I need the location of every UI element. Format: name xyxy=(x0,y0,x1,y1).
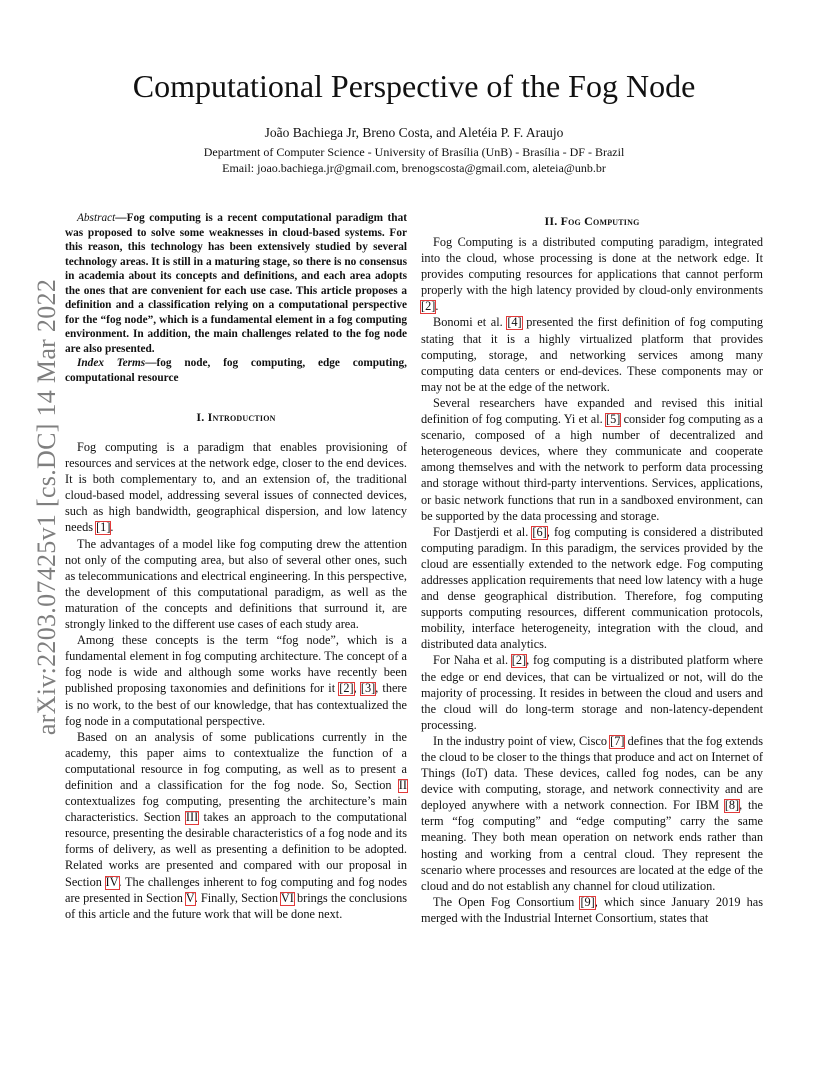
section-heading-introduction: I. Introduction xyxy=(196,410,276,424)
fog-paragraph-5: For Naha et al. [2], fog computing is a distributed platform where the edge or end devices, that can be virtualized or not, will do the majority of processing. It resides in between the cloud and users and the cloud will do long-term storage and non-latency-dependent processing. xyxy=(421,653,763,732)
affiliation: Department of Computer Science - University of Brasília (UnB) - Brasília - DF - Brazil xyxy=(203,145,625,159)
paper-title: Computational Perspective of the Fog Node xyxy=(132,68,696,104)
citation-link[interactable]: [2] xyxy=(339,681,354,696)
index-terms-label: Index Terms xyxy=(77,357,146,369)
author-emails: Email: joao.bachiega.jr@gmail.com, brenogscosta@gmail.com, aleteia@unb.br xyxy=(222,161,606,175)
index-terms-text: fog node, fog computing, edge computing, computational resource xyxy=(65,357,407,384)
citation-link[interactable]: [8] xyxy=(724,798,740,813)
section-link[interactable]: II xyxy=(398,777,407,792)
intro-paragraph-2: The advantages of a model like fog computing drew the attention not only of the computing area, but also of several other ones, such as telecommunications and electrical engineering. In this perspective, the development of this computational paradigm, as well as the maturation of the concepts and definitions that surround it, are strongly linked to the different use cases of each study area. xyxy=(65,536,407,632)
abstract: Abstract—Fog computing is a recent computational paradigm that was proposed to solve some weaknesses in cloud-based systems. For this reason, this technology has been extensively studied by several technology areas. It is still in a maturing stage, so there is no consensus in academia about its concepts and definitions, and each area adopts the ones that are convenient for each use case. This article proposes a definition and a classification relying on a computational perspective for the “fog node”, which is a fundamental element in a fog computing environment. In addition, the main challenges related to the fog node are also presented. xyxy=(65,212,407,355)
citation-link[interactable]: [1] xyxy=(96,520,111,535)
fog-paragraph-7: The Open Fog Consortium [9], which since January 2019 has merged with the Industrial Internet Consortium, states that xyxy=(421,894,763,925)
intro-paragraph-3: Among these concepts is the term “fog node”, which is a fundamental element in fog computing architecture. The concept of a fog node is wide and although some works have recently been published proposing taxonomies and definitions for it [2], [3], there is no work, to the best of our knowledge, that has contextualized the fog node in a computational perspective. xyxy=(65,633,407,728)
section-heading-fog-computing: II. Fog Computing xyxy=(544,214,640,228)
section-link[interactable]: V xyxy=(185,890,195,905)
abstract-text: Fog computing is a recent computational paradigm that was proposed to solve some weaknesses in cloud-based systems. For this reason, this technology has been extensively studied by several technology areas. It is still in a maturing stage, so there is no consensus in academia about its concepts and definitions, and each area adopts the ones that are convenient for each use case. This article proposes a definition and a classification relying on a computational perspective for the “fog node”, which is a fundamental element in a fog computing environment. In addition, the main challenges related to the fog node are also presented. xyxy=(65,212,407,355)
arxiv-identifier: arXiv:2203.07425v1 [cs.DC] 14 Mar 2022 xyxy=(32,278,61,736)
section-link[interactable]: III xyxy=(185,810,199,825)
intro-paragraph-4: Based on an analysis of some publications currently in the academy, this paper aims to contextualize the function of a computational resource in fog computing, as well as to present a definition and a classification for the fog node. So, Section II contextualizes fog computing, presenting the architecture’s main characteristics. Section III takes an approach to the computational resource, presenting the desirable characteristics of a fog node and its forms of delivery, as well as presenting a definition to be adopted. Related works are presented and compared with our proposal in Section IV. The challenges inherent to fog computing and fog nodes are presented in Section V. Finally, Section VI brings the conclusions of this article and the future work that will be done next. xyxy=(65,729,408,921)
index-terms: Index Terms—fog node, fog computing, edge computing, computational resource xyxy=(65,357,407,384)
author-list: João Bachiega Jr, Breno Costa, and Aletéia P. F. Araujo xyxy=(264,125,564,140)
fog-paragraph-1: Fog Computing is a distributed computing paradigm, integrated into the cloud, whose processing is done at the network edge. It provides computing resources for applications that cannot perform properly with the high latency provided by cloud-only environments [2]. xyxy=(421,235,763,314)
citation-link[interactable]: [5] xyxy=(605,412,621,427)
left-column xyxy=(65,211,407,922)
citation-link[interactable]: [2] xyxy=(421,299,436,314)
section-link[interactable]: IV xyxy=(105,874,119,889)
fog-paragraph-6: In the industry point of view, Cisco [7] defines that the fog extends the cloud to be closer to the things that produce and act on Internet of Things (IoT) data. These devices, called fog nodes, can be any device with computing, storage, and network connectivity and are deployed anywhere with a network connection. For IBM [8], the term “fog computing” and “edge computing” carry the same meaning. They both mean operation on network ends rather than hosting and working from a central cloud. They represent the scenario where processes and resources are located at the edge of the cloud and do not establish any channel for cloud utilization. xyxy=(421,733,764,893)
fog-paragraph-2: Bonomi et al. [4] presented the first definition of fog computing stating that it is a highly virtualized platform that provides computing, storage, and networking services among many computing data centers or end-devices. These components may or may not be at the edge of the network. xyxy=(421,315,763,394)
citation-link[interactable]: [7] xyxy=(610,733,625,748)
right-column xyxy=(421,211,763,926)
citation-link[interactable]: [6] xyxy=(532,524,547,539)
citation-link[interactable]: [4] xyxy=(507,315,522,330)
fog-paragraph-3: Several researchers have expanded and revised this initial definition of fog computing. Yi et al. [5] consider fog computing as a scenario, composed of a high number of decentralized and heterogeneous devices, where they communicate and cooperate among themselves and with the network to perform data processing and storage without third-party interventions. Services, applications, or basic network functions that run in a sandboxed environment, can be supported by the data processing and storage. xyxy=(421,395,763,523)
intro-paragraph-1: Fog computing is a paradigm that enables provisioning of resources and services at the network edge, closer to the end devices. It is both complementary to, and an extension of, the traditional cloud-based model, addressing several issues of connected devices, such as high bandwidth, geographical dispersion, and low latency needs [1]. xyxy=(65,440,407,535)
citation-link[interactable]: [2] xyxy=(511,653,527,668)
citation-link[interactable]: [3] xyxy=(360,681,376,696)
section-link[interactable]: VI xyxy=(280,890,294,905)
fog-paragraph-4: For Dastjerdi et al. [6], fog computing is considered a distributed computing paradigm. In this paradigm, the services provided by the cloud are essentially extended to the network edge. Fog computing addresses application requirements that need low latency with a huge and dense geographical distribution. Therefore, fog computing supports computing resources, different communication protocols, mobility, interface heterogeneity, integration with the cloud, and distributed data analytics. xyxy=(421,524,763,652)
citation-link[interactable]: [9] xyxy=(580,894,595,909)
abstract-label: Abstract xyxy=(77,212,116,224)
